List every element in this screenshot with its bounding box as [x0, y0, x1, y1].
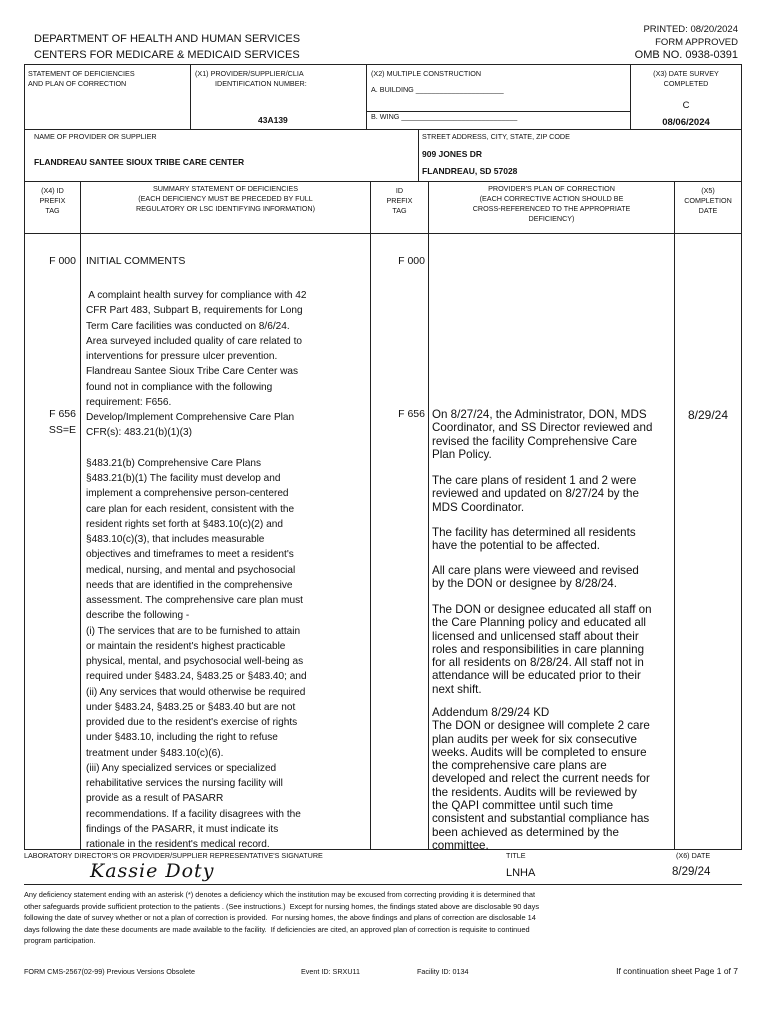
rule-x2 — [366, 64, 367, 129]
plan-paragraph-6: Addendum 8/29/24 KD The DON or designee will complete 2 care plan audits per week for six consecutive weeks. Audits will be completed to ensure the comprehensive care plans are developed and relect the current needs for the residents. Audits will be reviewed by the QAPI committee until such time consistent and substantial compliance has been achieved as determined by the committee. — [432, 706, 650, 852]
plan-paragraph-3: The facility has determined all residents have the potential to be affected. — [432, 526, 636, 553]
id-header-line: PREFIX — [386, 196, 413, 205]
summary-header-line: SUMMARY STATEMENT OF DEFICIENCIES — [152, 184, 299, 193]
f656-tag-right: F 656 — [398, 408, 425, 420]
facility-id: Facility ID: 0134 — [417, 967, 469, 976]
page-indicator: If continuation sheet Page 1 of 7 — [616, 966, 738, 976]
x2-label: (X2) MULTIPLE CONSTRUCTION — [371, 69, 482, 78]
form-approved: FORM APPROVED — [655, 37, 738, 48]
plan-header-line: PROVIDER'S PLAN OF CORRECTION — [488, 184, 615, 193]
f656-scope: SS=E — [48, 424, 76, 436]
survey-code: C — [682, 100, 690, 111]
form-number: FORM CMS-2567(02-99) Previous Versions Obsolete — [24, 967, 195, 976]
id-header — [371, 186, 428, 216]
id-header-line: ID — [395, 186, 404, 195]
address-label: STREET ADDRESS, CITY, STATE, ZIP CODE — [422, 132, 570, 141]
completion-header-line: DATE — [698, 206, 718, 215]
plan-paragraph-5: The DON or designee educated all staff on the Care Planning policy and educated all licensed and unlicensed staff about their roles and responsibilities in care planning for all residents on 8/28/24. All staff not in attendance will be educated prior to their next shift. — [432, 603, 652, 696]
title-label: TITLE — [506, 851, 526, 860]
plan-paragraph-1: On 8/27/24, the Administrator, DON, MDS Coordinator, and SS Director reviewed and revised the facility Comprehensive Care Plan Policy. — [432, 408, 653, 461]
signature-date: 8/29/24 — [672, 866, 711, 878]
plan-header — [429, 184, 674, 224]
survey-completed-date: 08/06/2024 — [662, 117, 710, 128]
rule-col-tag — [80, 181, 81, 849]
plan-header-line: DEFICIENCY) — [528, 214, 575, 223]
rule-col-summary — [370, 181, 371, 849]
summary-header-line: REGULATORY OR LSC IDENTIFYING INFORMATION) — [135, 204, 316, 213]
rule-left — [24, 64, 25, 849]
disclaimer: Any deficiency statement ending with an asterisk (*) denotes a deficiency which the institution may be excused from correcting providing it is determined that other safeguards provide sufficient protection to the patients . (See instructions.) Except for nursing homes, the findings stated above are disclosable 90 days following the date of survey whether or not a plan of correction is provided. For nursing homes, the above findings and plans of correction are disclosable 14 days following the date these documents are made available to the facility. If deficiencies are cited, an approved plan of correction is requisite to continued program participation. — [24, 890, 540, 945]
plan-header-line: (EACH CORRECTIVE ACTION SHOULD BE — [479, 194, 624, 203]
f000-tag: F 000 — [49, 255, 76, 267]
statement-label-line: STATEMENT OF DEFICIENCIES — [28, 69, 135, 78]
event-id: Event ID: SRXU11 — [301, 967, 360, 976]
statement-label-line: AND PLAN OF CORRECTION — [28, 79, 127, 88]
id-header-line: TAG — [392, 206, 407, 215]
x3-label-line: (X3) DATE SURVEY — [653, 69, 719, 78]
x4-header-line: (X4) ID — [41, 186, 64, 195]
agency-title: CENTERS FOR MEDICARE & MEDICAID SERVICES — [34, 49, 300, 61]
city-state-zip: FLANDREAU, SD 57028 — [422, 166, 518, 176]
provider-id-number: 43A139 — [258, 115, 288, 125]
f656-tag: F 656 — [49, 408, 76, 420]
f000-tag-right: F 000 — [398, 255, 425, 267]
rule-col-plan — [674, 181, 675, 849]
title-value: LNHA — [506, 867, 536, 879]
statement-label — [28, 69, 135, 89]
plan-paragraph-4: All care plans were vieweed and revised by the DON or designee by 8/28/24. — [432, 564, 639, 591]
omb-number: OMB NO. 0938-0391 — [634, 49, 738, 61]
building-label: A. BUILDING ______________________ — [371, 85, 504, 94]
x4-header — [25, 186, 80, 216]
x1-label-line: (X1) PROVIDER/SUPPLIER/CLIA — [195, 69, 304, 78]
rule-columns-bottom — [24, 233, 742, 234]
plan-header-line: CROSS-REFERENCED TO THE APPROPRIATE — [472, 204, 631, 213]
department-title: DEPARTMENT OF HEALTH AND HUMAN SERVICES — [34, 33, 301, 45]
date-label: (X6) DATE — [676, 851, 711, 860]
completion-header-line: COMPLETION — [684, 196, 732, 205]
x1-label — [195, 69, 307, 89]
plan-paragraph-2: The care plans of resident 1 and 2 were reviewed and updated on 8/27/24 by the MDS Coordinator. — [432, 474, 639, 514]
rule-top — [24, 64, 742, 65]
rule-id-box-bottom — [24, 129, 742, 130]
x3-label — [631, 69, 741, 89]
completion-date: 8/29/24 — [687, 408, 729, 422]
rule-provider-split — [418, 129, 419, 181]
f000-title: INITIAL COMMENTS — [86, 255, 186, 267]
summary-header — [81, 184, 370, 214]
signature: Kassie Doty — [90, 860, 215, 882]
rule-provider-bottom — [24, 181, 742, 182]
provider-name-label: NAME OF PROVIDER OR SUPPLIER — [34, 132, 157, 141]
x3-label-line: COMPLETED — [663, 79, 709, 88]
wing-label: B. WING _____________________________ — [371, 112, 518, 121]
street-address: 909 JONES DR — [422, 149, 482, 159]
provider-name: FLANDREAU SANTEE SIOUX TRIBE CARE CENTER — [34, 157, 245, 167]
rule-x1 — [190, 64, 191, 129]
rule-signature-bottom — [24, 884, 742, 885]
completion-header — [675, 186, 741, 216]
summary-header-line: (EACH DEFICIENCY MUST BE PRECEDED BY FULL — [138, 194, 313, 203]
rule-right — [741, 64, 742, 849]
rule-col-id — [428, 181, 429, 849]
completion-header-line: (X5) — [701, 186, 715, 195]
deficiency-text: A complaint health survey for compliance with 42 CFR Part 483, Subpart B, requirements for Long Term Care facilities was conducted on 8/6/24. Area surveyed included quality of care related to interventions for pressure ulcer prevention. Flandreau Santee Sioux Tribe Care Center was found not in compliance with the following requirement: F656. Develop/Implement Comprehensive Care Plan CFR(s): 483.21(b)(1)(3) §483.21(b) Comprehensive Care Plans §483.21(b)(1) The facility must develop and implement a comprehensive person-centered care plan for each resident, consistent with the resident rights set forth at §483.10(c)(2) and §483.10(c)(3), that includes measurable objectives and timeframes to meet a resident's medical, nursing, and mental and psychosocial needs that are identified in the comprehensive assessment. The comprehensive care plan must describe the following - (i) The services that are to be furnished to attain or maintain the resident's highest practicable physical, mental, and psychosocial well-being as required under §483.24, §483.25 or §483.40; and (ii) Any services that would otherwise be required under §483.24, §483.25 or §483.40 but are not provided due to the resident's exercise of rights under §483.10, including the right to refuse treatment under §483.10(c)(6). (iii) Any specialized services or specialized rehabilitative services the nursing facility will provide as a result of PASARR recommendations. If a facility disagrees with the findings of the PASARR, it must indicate its rationale in the resident's medical record. — [86, 290, 307, 850]
printed-date: PRINTED: 08/20/2024 — [643, 24, 738, 35]
signature-label: LABORATORY DIRECTOR'S OR PROVIDER/SUPPLIER REPRESENTATIVE'S SIGNATURE — [24, 851, 323, 860]
x4-header-line: PREFIX — [39, 196, 66, 205]
x4-header-line: TAG — [45, 206, 60, 215]
x1-label-line: IDENTIFICATION NUMBER: — [215, 79, 307, 88]
